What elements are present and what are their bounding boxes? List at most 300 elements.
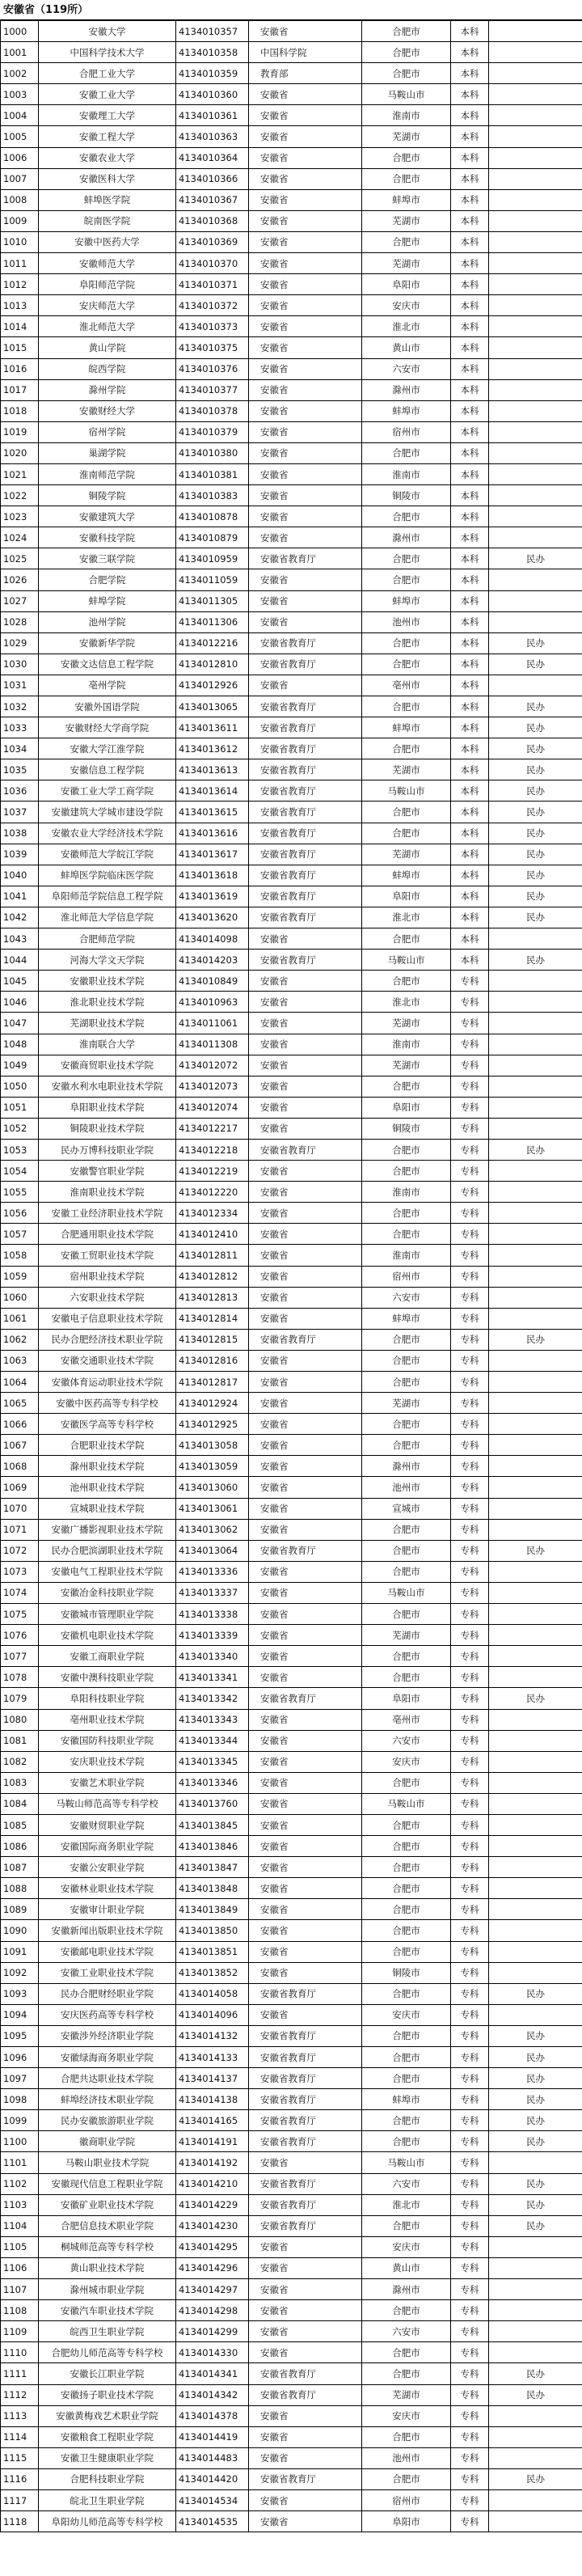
table-row <box>1 1139 582 1160</box>
level-cell: 专科 <box>451 2300 489 2321</box>
row-index-cell: 1034 <box>1 738 39 759</box>
school-code-cell: 4134010364 <box>176 147 249 168</box>
school-name-cell: 合肥学院 <box>39 569 176 590</box>
school-name-cell: 蚌埠经济技术职业学院 <box>39 2089 176 2110</box>
level-cell: 专科 <box>451 1329 489 1350</box>
table-row <box>1 632 582 654</box>
table-row <box>1 569 582 590</box>
table-row <box>1 1287 582 1308</box>
table-row <box>1 2279 582 2300</box>
school-code-cell: 4134010368 <box>176 210 249 231</box>
city-cell: 合肥市 <box>362 1667 451 1688</box>
school-name-cell: 安徽工贸职业技术学院 <box>39 1245 176 1266</box>
school-code-cell: 4134014296 <box>176 2257 249 2278</box>
level-cell: 本科 <box>451 421 489 442</box>
school-code-cell: 4134012813 <box>176 1287 249 1308</box>
city-cell: 六安市 <box>362 2321 451 2342</box>
school-name-cell: 安徽电子信息职业技术学院 <box>39 1308 176 1329</box>
city-cell: 芜湖市 <box>362 126 451 147</box>
city-cell: 合肥市 <box>362 147 451 168</box>
row-index-cell: 1110 <box>1 2342 39 2363</box>
row-index-cell: 1000 <box>1 21 39 42</box>
school-name-cell: 安徽农业大学 <box>39 147 176 168</box>
row-index-cell: 1010 <box>1 231 39 252</box>
city-cell: 蚌埠市 <box>362 865 451 886</box>
school-name-cell: 安徽工商职业学院 <box>39 1646 176 1667</box>
level-cell: 专科 <box>451 1076 489 1097</box>
row-index-cell: 1097 <box>1 2068 39 2089</box>
row-index-cell: 1072 <box>1 1540 39 1561</box>
school-code-cell: 4134013059 <box>176 1456 249 1477</box>
row-index-cell: 1094 <box>1 2004 39 2025</box>
school-code-cell: 4134010959 <box>176 548 249 569</box>
table-row <box>1 231 582 252</box>
school-code-cell: 4134012220 <box>176 1182 249 1203</box>
city-cell: 滁州市 <box>362 527 451 548</box>
school-name-cell: 皖北卫生职业学院 <box>39 2489 176 2510</box>
row-index-cell: 1098 <box>1 2089 39 2110</box>
school-name-cell: 阜阳幼儿师范高等专科学校 <box>39 2511 176 2532</box>
city-cell: 池州市 <box>362 1477 451 1498</box>
school-code-cell: 4134010366 <box>176 168 249 189</box>
school-code-cell: 4134014330 <box>176 2342 249 2363</box>
authority-cell: 安徽省 <box>249 1076 362 1097</box>
level-cell: 专科 <box>451 1498 489 1519</box>
school-name-cell: 安徽中澳科技职业学院 <box>39 1667 176 1688</box>
row-index-cell: 1035 <box>1 759 39 780</box>
school-name-cell: 蚌埠医学院临床医学院 <box>39 865 176 886</box>
city-cell: 合肥市 <box>362 63 451 84</box>
note-cell <box>489 2004 582 2025</box>
authority-cell: 安徽省 <box>249 1582 362 1603</box>
table-row <box>1 210 582 231</box>
note-cell <box>489 611 582 632</box>
table-row <box>1 1055 582 1076</box>
table-row <box>1 379 582 400</box>
note-cell <box>489 231 582 252</box>
note-cell: 民办 <box>489 780 582 802</box>
note-cell <box>489 506 582 527</box>
authority-cell: 安徽省 <box>249 210 362 231</box>
row-index-cell: 1006 <box>1 147 39 168</box>
school-code-cell: 4134014133 <box>176 2047 249 2068</box>
row-index-cell: 1104 <box>1 2215 39 2236</box>
note-cell <box>489 590 582 611</box>
city-cell: 合肥市 <box>362 1772 451 1793</box>
row-index-cell: 1044 <box>1 950 39 971</box>
table-row <box>1 1709 582 1730</box>
table-row <box>1 2321 582 2342</box>
note-cell: 民办 <box>489 1688 582 1709</box>
school-code-cell: 4134013848 <box>176 1878 249 1899</box>
school-code-cell: 4134010381 <box>176 463 249 484</box>
level-cell: 本科 <box>451 105 489 126</box>
table-row <box>1 802 582 823</box>
level-cell: 专科 <box>451 1266 489 1287</box>
city-cell: 阜阳市 <box>362 1688 451 1709</box>
row-index-cell: 1042 <box>1 907 39 928</box>
table-row <box>1 2489 582 2510</box>
school-code-cell: 4134013342 <box>176 1688 249 1709</box>
table-row <box>1 147 582 168</box>
note-cell <box>489 400 582 421</box>
authority-cell: 安徽省 <box>249 2236 362 2257</box>
level-cell: 专科 <box>451 1034 489 1055</box>
level-cell: 本科 <box>451 400 489 421</box>
row-index-cell: 1029 <box>1 632 39 654</box>
row-index-cell: 1038 <box>1 823 39 844</box>
note-cell: 民办 <box>489 2468 582 2489</box>
note-cell <box>489 1097 582 1118</box>
city-cell: 合肥市 <box>362 1139 451 1160</box>
city-cell: 合肥市 <box>362 654 451 675</box>
city-cell: 马鞍山市 <box>362 1793 451 1814</box>
school-name-cell: 安庆职业技术学院 <box>39 1751 176 1772</box>
level-cell: 本科 <box>451 210 489 231</box>
table-row <box>1 1203 582 1224</box>
school-code-cell: 4134014098 <box>176 928 249 950</box>
authority-cell: 安徽省教育厅 <box>249 632 362 654</box>
school-name-cell: 安徽审计职业学院 <box>39 1899 176 1920</box>
row-index-cell: 1053 <box>1 1139 39 1160</box>
school-name-cell: 淮北师范大学 <box>39 316 176 337</box>
level-cell: 本科 <box>451 147 489 168</box>
school-name-cell: 池州职业技术学院 <box>39 1477 176 1498</box>
level-cell: 专科 <box>451 1013 489 1034</box>
city-cell: 蚌埠市 <box>362 717 451 738</box>
authority-cell: 安徽省 <box>249 1266 362 1287</box>
row-index-cell: 1050 <box>1 1076 39 1097</box>
school-name-cell: 蚌埠医学院 <box>39 189 176 210</box>
note-cell: 民办 <box>489 907 582 928</box>
note-cell <box>489 316 582 337</box>
level-cell: 本科 <box>451 63 489 84</box>
authority-cell: 安徽省教育厅 <box>249 865 362 886</box>
level-cell: 专科 <box>451 1604 489 1625</box>
school-name-cell: 安徽卫生健康职业学院 <box>39 2447 176 2468</box>
city-cell: 淮南市 <box>362 1034 451 1055</box>
school-code-cell: 4134013613 <box>176 759 249 780</box>
school-name-cell: 宣城职业技术学院 <box>39 1498 176 1519</box>
level-cell: 专科 <box>451 2194 489 2215</box>
note-cell: 民办 <box>489 2131 582 2152</box>
table-row <box>1 42 582 63</box>
school-code-cell: 4134014132 <box>176 2025 249 2046</box>
table-row <box>1 1013 582 1034</box>
table-row <box>1 1667 582 1688</box>
table-row <box>1 274 582 295</box>
row-index-cell: 1115 <box>1 2447 39 2468</box>
school-code-cell: 4134010376 <box>176 358 249 379</box>
school-code-cell: 4134013846 <box>176 1836 249 1857</box>
authority-cell: 安徽省 <box>249 1667 362 1688</box>
authority-cell: 安徽省 <box>249 1814 362 1835</box>
table-row <box>1 463 582 484</box>
city-cell: 马鞍山市 <box>362 84 451 105</box>
row-index-cell: 1087 <box>1 1857 39 1878</box>
row-index-cell: 1013 <box>1 295 39 316</box>
city-cell: 淮北市 <box>362 2194 451 2215</box>
note-cell <box>489 421 582 442</box>
school-code-cell: 4134014210 <box>176 2173 249 2194</box>
note-cell <box>489 1372 582 1393</box>
note-cell: 民办 <box>489 2025 582 2046</box>
table-row <box>1 2215 582 2236</box>
table-row <box>1 1561 582 1582</box>
authority-cell: 安徽省教育厅 <box>249 1688 362 1709</box>
row-index-cell: 1018 <box>1 400 39 421</box>
school-name-cell: 池州学院 <box>39 611 176 632</box>
note-cell: 民办 <box>489 2173 582 2194</box>
note-cell: 民办 <box>489 1540 582 1561</box>
school-code-cell: 4134012812 <box>176 1266 249 1287</box>
city-cell: 合肥市 <box>362 1857 451 1878</box>
row-index-cell: 1054 <box>1 1161 39 1182</box>
row-index-cell: 1003 <box>1 84 39 105</box>
note-cell <box>489 84 582 105</box>
school-code-cell: 4134012924 <box>176 1393 249 1414</box>
authority-cell: 安徽省 <box>249 1350 362 1371</box>
school-code-cell: 4134013337 <box>176 1582 249 1603</box>
table-row <box>1 1582 582 1603</box>
note-cell: 民办 <box>489 2363 582 2384</box>
school-name-cell: 安徽大学 <box>39 21 176 42</box>
school-name-cell: 安庆医药高等专科学校 <box>39 2004 176 2025</box>
table-row <box>1 548 582 569</box>
school-name-cell: 安徽财经大学商学院 <box>39 717 176 738</box>
school-name-cell: 安徽新华学院 <box>39 632 176 654</box>
authority-cell: 安徽省 <box>249 2447 362 2468</box>
note-cell <box>489 2321 582 2342</box>
authority-cell: 安徽省 <box>249 1519 362 1540</box>
authority-cell: 安徽省 <box>249 928 362 950</box>
row-index-cell: 1036 <box>1 780 39 802</box>
row-index-cell: 1008 <box>1 189 39 210</box>
authority-cell: 安徽省 <box>249 971 362 992</box>
level-cell: 专科 <box>451 1139 489 1160</box>
note-cell <box>489 1224 582 1245</box>
city-cell: 合肥市 <box>362 2300 451 2321</box>
table-row <box>1 590 582 611</box>
city-cell: 铜陵市 <box>362 1962 451 1983</box>
school-name-cell: 安徽国防科技职业学院 <box>39 1730 176 1751</box>
authority-cell: 安徽省 <box>249 1435 362 1456</box>
level-cell: 专科 <box>451 2068 489 2089</box>
note-cell <box>489 1435 582 1456</box>
school-code-cell: 4134014298 <box>176 2300 249 2321</box>
level-cell: 专科 <box>451 1245 489 1266</box>
note-cell <box>489 1814 582 1835</box>
school-code-cell: 4134013611 <box>176 717 249 738</box>
row-index-cell: 1023 <box>1 506 39 527</box>
school-code-cell: 4134013064 <box>176 1540 249 1561</box>
table-row <box>1 971 582 992</box>
city-cell: 淮北市 <box>362 907 451 928</box>
authority-cell: 安徽省教育厅 <box>249 2047 362 2068</box>
city-cell: 合肥市 <box>362 1878 451 1899</box>
table-row <box>1 316 582 337</box>
row-index-cell: 1076 <box>1 1625 39 1646</box>
table-row <box>1 358 582 379</box>
school-name-cell: 阜阳科技职业学院 <box>39 1688 176 1709</box>
school-name-cell: 亳州学院 <box>39 675 176 696</box>
row-index-cell: 1057 <box>1 1224 39 1245</box>
note-cell <box>489 442 582 463</box>
city-cell: 芜湖市 <box>362 1013 451 1034</box>
city-cell: 马鞍山市 <box>362 2152 451 2173</box>
city-cell: 池州市 <box>362 611 451 632</box>
school-name-cell: 民办合肥财经职业学院 <box>39 1983 176 2004</box>
school-name-cell: 合肥信息技术职业学院 <box>39 2215 176 2236</box>
school-code-cell: 4134010370 <box>176 253 249 274</box>
level-cell: 本科 <box>451 358 489 379</box>
authority-cell: 安徽省 <box>249 485 362 506</box>
authority-cell: 安徽省 <box>249 400 362 421</box>
row-index-cell: 1092 <box>1 1962 39 1983</box>
row-index-cell: 1116 <box>1 2468 39 2489</box>
note-cell <box>489 1751 582 1772</box>
row-index-cell: 1095 <box>1 2025 39 2046</box>
authority-cell: 安徽省 <box>249 1372 362 1393</box>
level-cell: 专科 <box>451 2004 489 2025</box>
authority-cell: 安徽省 <box>249 1751 362 1772</box>
note-cell <box>489 1498 582 1519</box>
city-cell: 宿州市 <box>362 2489 451 2510</box>
school-name-cell: 宿州学院 <box>39 421 176 442</box>
level-cell: 本科 <box>451 337 489 358</box>
school-code-cell: 4134013061 <box>176 1498 249 1519</box>
table-row <box>1 400 582 421</box>
table-row <box>1 527 582 548</box>
level-cell: 专科 <box>451 2342 489 2363</box>
school-name-cell: 安徽建筑大学 <box>39 506 176 527</box>
school-code-cell: 4134014295 <box>176 2236 249 2257</box>
city-cell: 合肥市 <box>362 1983 451 2004</box>
note-cell: 民办 <box>489 823 582 844</box>
note-cell: 民办 <box>489 548 582 569</box>
note-cell <box>489 1941 582 1962</box>
school-code-cell: 4134013062 <box>176 1519 249 1540</box>
row-index-cell: 1091 <box>1 1941 39 1962</box>
level-cell: 专科 <box>451 2321 489 2342</box>
school-code-cell: 4134012817 <box>176 1372 249 1393</box>
school-name-cell: 合肥共达职业技术学院 <box>39 2068 176 2089</box>
row-index-cell: 1030 <box>1 654 39 675</box>
authority-cell: 安徽省 <box>249 1772 362 1793</box>
note-cell <box>489 1245 582 1266</box>
row-index-cell: 1060 <box>1 1287 39 1308</box>
city-cell: 马鞍山市 <box>362 1582 451 1603</box>
level-cell: 本科 <box>451 865 489 886</box>
table-row <box>1 1646 582 1667</box>
row-index-cell: 1015 <box>1 337 39 358</box>
city-cell: 合肥市 <box>362 1646 451 1667</box>
city-cell: 合肥市 <box>362 1836 451 1857</box>
level-cell: 专科 <box>451 1899 489 1920</box>
authority-cell: 安徽省 <box>249 2489 362 2510</box>
note-cell: 民办 <box>489 1139 582 1160</box>
authority-cell: 安徽省教育厅 <box>249 717 362 738</box>
level-cell: 专科 <box>451 1097 489 1118</box>
row-index-cell: 1073 <box>1 1561 39 1582</box>
row-index-cell: 1055 <box>1 1182 39 1203</box>
authority-cell: 安徽省 <box>249 337 362 358</box>
school-code-cell: 4134011306 <box>176 611 249 632</box>
authority-cell: 安徽省 <box>249 231 362 252</box>
table-row <box>1 1372 582 1393</box>
authority-cell: 安徽省 <box>249 1308 362 1329</box>
authority-cell: 安徽省 <box>249 2321 362 2342</box>
authority-cell: 安徽省 <box>249 1414 362 1435</box>
note-cell <box>489 1582 582 1603</box>
school-code-cell: 4134014192 <box>176 2152 249 2173</box>
note-cell <box>489 147 582 168</box>
note-cell <box>489 1899 582 1920</box>
level-cell: 专科 <box>451 2384 489 2405</box>
note-cell <box>489 1393 582 1414</box>
level-cell: 专科 <box>451 1182 489 1203</box>
note-cell <box>489 1920 582 1941</box>
table-row <box>1 1772 582 1793</box>
authority-cell: 安徽省 <box>249 1899 362 1920</box>
row-index-cell: 1002 <box>1 63 39 84</box>
authority-cell: 安徽省 <box>249 442 362 463</box>
school-name-cell: 安徽体育运动职业技术学院 <box>39 1372 176 1393</box>
authority-cell: 安徽省教育厅 <box>249 2215 362 2236</box>
table-row <box>1 1435 582 1456</box>
school-name-cell: 皖西学院 <box>39 358 176 379</box>
city-cell: 滁州市 <box>362 1456 451 1477</box>
level-cell: 专科 <box>451 2089 489 2110</box>
city-cell: 黄山市 <box>362 337 451 358</box>
note-cell <box>489 527 582 548</box>
city-cell: 合肥市 <box>362 1224 451 1245</box>
note-cell <box>489 2405 582 2426</box>
row-index-cell: 1088 <box>1 1878 39 1899</box>
table-row <box>1 1161 582 1182</box>
level-cell: 专科 <box>451 2363 489 2384</box>
row-index-cell: 1026 <box>1 569 39 590</box>
level-cell: 专科 <box>451 1836 489 1857</box>
authority-cell: 安徽省 <box>249 1561 362 1582</box>
note-cell <box>489 1878 582 1899</box>
table-row <box>1 295 582 316</box>
table-row <box>1 696 582 717</box>
note-cell <box>489 1709 582 1730</box>
row-index-cell: 1024 <box>1 527 39 548</box>
note-cell <box>489 2152 582 2173</box>
school-name-cell: 宿州职业技术学院 <box>39 1266 176 1287</box>
authority-cell: 安徽省 <box>249 189 362 210</box>
note-cell <box>489 2511 582 2532</box>
authority-cell: 安徽省教育厅 <box>249 780 362 802</box>
authority-cell: 安徽省教育厅 <box>249 823 362 844</box>
row-index-cell: 1016 <box>1 358 39 379</box>
city-cell: 滁州市 <box>362 2279 451 2300</box>
authority-cell: 安徽省教育厅 <box>249 738 362 759</box>
school-code-cell: 4134012810 <box>176 654 249 675</box>
school-code-cell: 4134014297 <box>176 2279 249 2300</box>
school-code-cell: 4134013065 <box>176 696 249 717</box>
row-index-cell: 1064 <box>1 1372 39 1393</box>
school-name-cell: 阜阳职业技术学院 <box>39 1097 176 1118</box>
school-name-cell: 安庆师范大学 <box>39 295 176 316</box>
note-cell <box>489 105 582 126</box>
city-cell: 合肥市 <box>362 632 451 654</box>
school-code-cell: 4134013845 <box>176 1814 249 1835</box>
city-cell: 安庆市 <box>362 1751 451 1772</box>
table-row <box>1 1519 582 1540</box>
